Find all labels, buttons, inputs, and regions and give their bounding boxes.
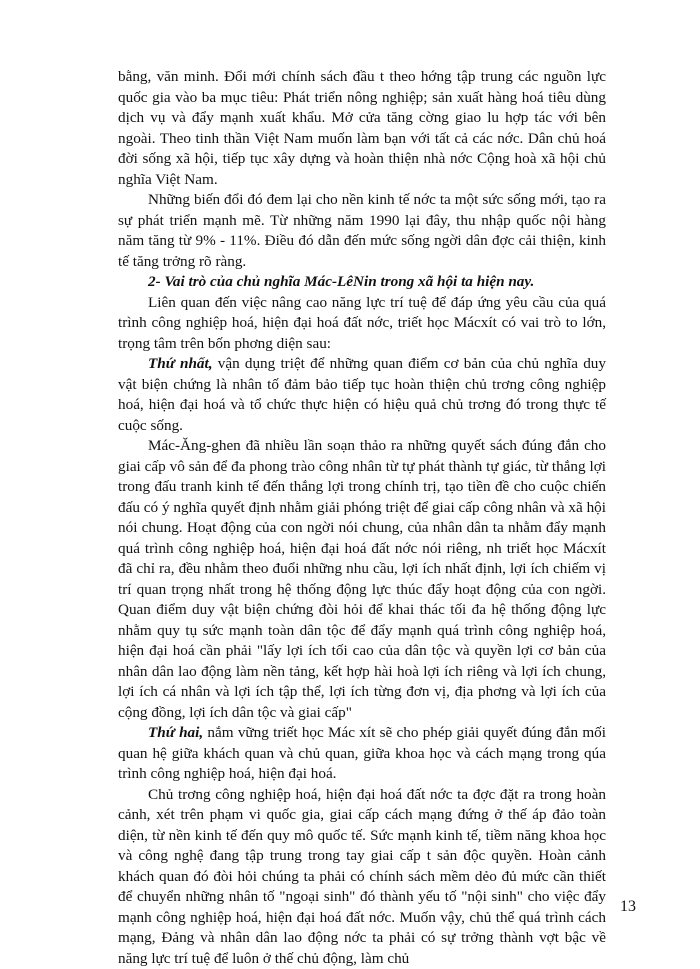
paragraph-4-lead: Thứ nhất, [148, 355, 213, 372]
paragraph-6-lead: Thứ hai, [148, 724, 203, 741]
document-body [118, 67, 606, 969]
page-number: 13 [620, 898, 636, 916]
section-heading: 2- Vai trò của chủ nghĩa Mác-LêNin trong xã hội ta hiện nay. [118, 272, 606, 293]
paragraph-1: bằng, văn minh. Đổi mới chính sách đầu t theo hớng tập trung các nguồn lực quốc gia vào ba mục tiêu: Phát triển nông nghiệp; sản xuất hàng hoá tiêu dùng dịch vụ và đẩy mạnh xuất khẩu. Mở cửa tăng cờng giao lu hợp tác với bên ngoài. Theo tinh thần Việt Nam muốn làm bạn với tất cả các nớc. Dân chủ hoá đời sống xã hội, tiếp tục xây dựng và hoàn thiện nhà nớc Cộng hoà xã hội chủ nghĩa Việt Nam. [118, 67, 606, 190]
paragraph-5: Mác-Ăng-ghen đã nhiều lần soạn thảo ra những quyết sách đúng đắn cho giai cấp vô sản để đa phong trào công nhân từ tự phát thành tự giác, từ thắng lợi trong đấu tranh kinh tế đến thắng lợi trong chính trị, tạo tiền đề cho cuộc chiến đấu có ý nghĩa quyết định nhằm giải phóng triệt để giai cấp công nhân và xã hội nói chung. Hoạt động của con ngời nói chung, của nhân dân ta nhằm đẩy mạnh quá trình công nghiệp hoá, hiện đại hoá đất nớc nói riêng, nh triết học Mácxít đã chỉ ra, đều nhằm theo đuổi những nhu cầu, lợi ích nhất định, lợi ích chiếm vị trí quan trọng nhất trong hệ thống động lực thúc đẩy hoạt động của con ngời. Quan điểm duy vật biện chứng đòi hỏi để khai thác tối đa hệ thống động lực nhằm quy tụ sức mạnh toàn dân tộc để đẩy mạnh quá trình công nghiệp hoá, hiện đại hoá cần phải "lấy lợi ích tối cao của dân tộc và quyền lợi cơ bản của nhân dân lao động làm nền tảng, kết hợp hài hoà lợi ích riêng và lợi ích chung, lợi ích cá nhân và lợi ích tập thể, lợi ích từng đơn vị, địa phơng và lợi ích của cộng đồng, lợi ích dân tộc và giai cấp" [118, 436, 606, 723]
paragraph-2: Những biến đổi đó đem lại cho nền kinh tế nớc ta một sức sống mới, tạo ra sự phát triển mạnh mẽ. Từ những năm 1990 lại đây, thu nhập quốc nội hàng năm tăng từ 9% - 11%. Điều đó dẫn đến mức sống ngời dân đợc cải thiện, kinh tế tăng trởng rõ ràng. [118, 190, 606, 272]
paragraph-6 [118, 723, 606, 785]
paragraph-6-body: nắm vững triết học Mác xít sẽ cho phép giải quyết đúng đắn mối quan hệ giữa khách quan và chủ quan, giữa khoa học và cách mạng trong qúa trình công nghiệp hoá, hiện đại hoá. [118, 724, 606, 782]
paragraph-3: Liên quan đến việc nâng cao năng lực trí tuệ để đáp ứng yêu cầu của quá trình công nghiệp hoá, hiện đại hoá đất nớc, triết học Mácxít có vai trò to lớn, trọng tâm trên bốn phơng diện sau: [118, 293, 606, 355]
paragraph-4-body: vận dụng triệt để những quan điểm cơ bản của chủ nghĩa duy vật biện chứng là nhân tố đảm bảo tiếp tục hoàn thiện chủ trơng công nghiệp hoá, hiện đại hoá và tổ chức thực hiện có hiệu quả chủ trơng đó trong thực tế cuộc sống. [118, 355, 606, 434]
paragraph-4 [118, 354, 606, 436]
paragraph-7: Chủ trơng công nghiệp hoá, hiện đại hoá đất nớc ta đợc đặt ra trong hoàn cảnh, xét trên phạm vi quốc gia, giai cấp cách mạng đứng ở thế áp đảo toàn diện, từ nền kinh tế đến quy mô quốc tế. Sức mạnh kinh tế, tiềm năng khoa học và công nghệ đang tập trung trong tay giai cấp t sản độc quyền. Hoàn cảnh khách quan đó đòi hỏi chúng ta phải có chính sách mềm dẻo đủ mức cần thiết để chuyển những nhân tố "ngoại sinh" đó thành yếu tố "nội sinh" cho việc đẩy mạnh công nghiệp hoá, hiện đại hoá đất nớc. Muốn vậy, chủ thể quá trình cách mạng, Đảng và nhân dân lao động nớc ta phải có sự trởng thành vợt bậc về năng lực trí tuệ để luôn ở thế chủ động, làm chủ [118, 785, 606, 969]
